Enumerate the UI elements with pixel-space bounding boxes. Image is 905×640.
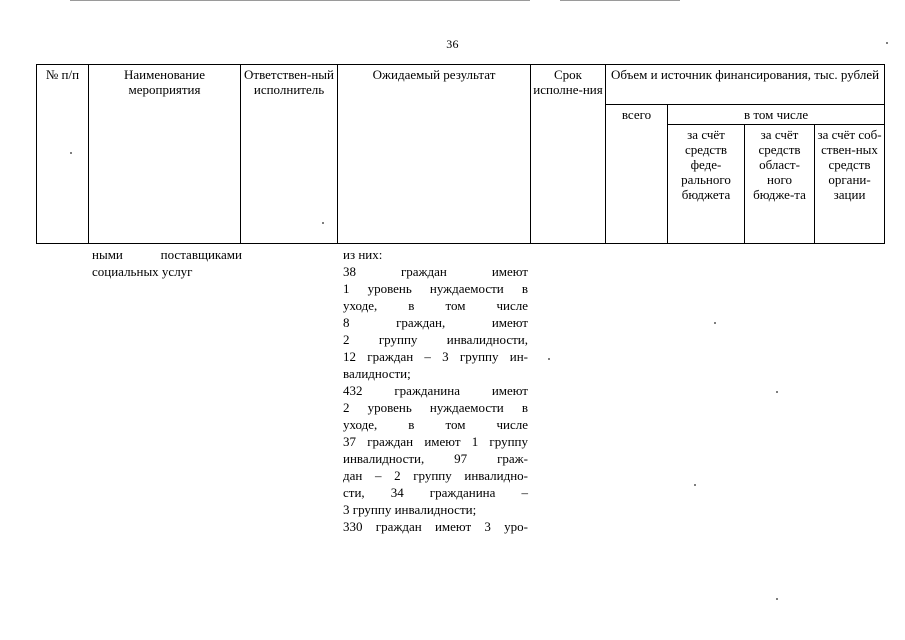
header-result: Ожидаемый результат: [338, 65, 531, 244]
scan-edge-line: [560, 0, 680, 1]
result-line: 330 граждан имеют 3 уро-: [343, 519, 528, 534]
header-executor: Ответствен-ный исполнитель: [241, 65, 338, 244]
result-line: 3 группу инвалидности;: [343, 502, 477, 517]
result-line: из них:: [343, 247, 383, 262]
header-finance: Объем и источник финансирования, тыс. рублей: [606, 65, 885, 105]
row-name-cell: [92, 246, 242, 280]
result-line: сти, 34 гражданина –: [343, 485, 528, 500]
scan-speck: [694, 484, 696, 486]
result-line: инвалидности, 97 граж-: [343, 451, 528, 466]
header-table-container: [36, 64, 884, 244]
header-total: всего: [606, 105, 668, 244]
header-num: № п/п: [37, 65, 89, 244]
row-result-cell: [343, 246, 528, 535]
header-table: [36, 64, 885, 244]
row-name-line: ными поставщиками: [92, 247, 242, 262]
header-regional: за счёт средств област-ного бюдже-та: [745, 125, 815, 244]
scan-speck: [776, 598, 778, 600]
scan-speck: [714, 322, 716, 324]
result-line: 2 группу инвалидности,: [343, 332, 528, 347]
result-line: 8 граждан, имеют: [343, 315, 528, 330]
result-line: 38 граждан имеют: [343, 264, 528, 279]
result-line: 1 уровень нуждаемости в: [343, 281, 528, 296]
row-name-line: социальных услуг: [92, 264, 193, 279]
result-line: 2 уровень нуждаемости в: [343, 400, 528, 415]
header-name: Наименование мероприятия: [89, 65, 241, 244]
header-including: в том числе: [668, 105, 885, 125]
result-line: уходе, в том числе: [343, 298, 528, 313]
result-line: дан – 2 группу инвалидно-: [343, 468, 528, 483]
header-term: Срок исполне-ния: [531, 65, 606, 244]
scan-edge-line: [70, 0, 530, 1]
scan-speck: [548, 358, 550, 360]
header-own: за счёт соб-ствен-ных средств органи-зации: [815, 125, 885, 244]
result-line: 432 гражданина имеют: [343, 383, 528, 398]
scan-speck: [776, 391, 778, 393]
result-line: валидности;: [343, 366, 411, 381]
header-federal: за счёт средств феде-рального бюджета: [668, 125, 745, 244]
result-line: уходе, в том числе: [343, 417, 528, 432]
page-number: 36: [446, 37, 459, 51]
result-line: 12 граждан – 3 группу ин-: [343, 349, 528, 364]
result-line: 37 граждан имеют 1 группу: [343, 434, 528, 449]
